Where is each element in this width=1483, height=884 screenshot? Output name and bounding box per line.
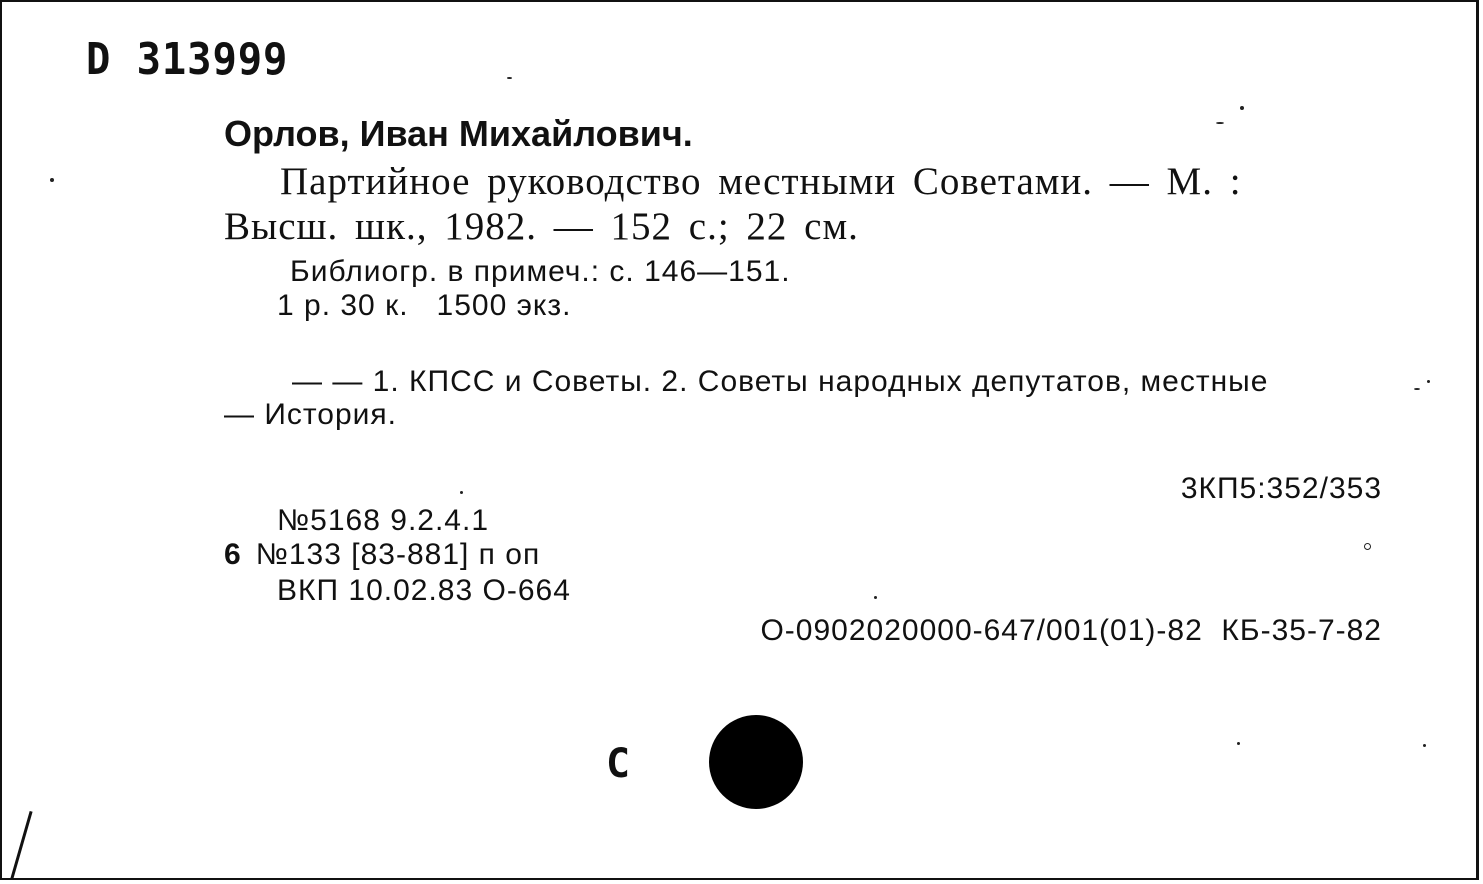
card-stamp-number: D 313999	[86, 34, 289, 85]
subject-headings-line-1: — — 1. КПСС и Советы. 2. Советы народных депутатов, местные	[292, 365, 1269, 398]
registry-line-3: ВКП 10.02.83 О-664	[277, 574, 571, 607]
black-dot-icon	[709, 715, 803, 809]
price-and-copies: 1 р. 30 к. 1500 экз.	[277, 289, 572, 322]
bibliography-note: Библиогр. в примеч.: с. 146—151.	[290, 255, 791, 288]
author-name: Орлов, Иван Михайлович.	[224, 113, 693, 154]
title-line-1: Партийное руководство местными Советами. — М. :	[280, 160, 1242, 203]
registry-line-2-text: №133 [83-881] п оп	[255, 538, 541, 571]
registry-line-2	[224, 540, 540, 570]
ink-speck	[1427, 380, 1430, 383]
isbn-line: О-0902020000-647/001(01)-82 КБ-35-7-82	[760, 614, 1382, 647]
ink-speck	[874, 596, 877, 599]
ink-speck	[1423, 744, 1426, 747]
ink-speck	[507, 77, 512, 79]
ink-speck	[460, 491, 463, 494]
ink-speck	[1364, 543, 1371, 550]
subject-headings-line-2: — История.	[224, 398, 398, 431]
ink-speck	[1414, 388, 1420, 390]
title-line-2: Высш. шк., 1982. — 152 с.; 22 см.	[224, 205, 859, 248]
card-letter-mark: С	[606, 741, 631, 787]
classification-code: 3КП5:352/353	[1180, 472, 1382, 505]
ink-speck	[50, 178, 54, 182]
ink-speck	[1216, 122, 1224, 124]
slash-mark-icon	[10, 811, 32, 879]
registry-line-1: №5168 9.2.4.1	[277, 504, 489, 537]
registry-number-prefix: 6	[224, 538, 242, 571]
ink-speck	[1240, 106, 1244, 110]
ink-speck	[1237, 742, 1240, 745]
